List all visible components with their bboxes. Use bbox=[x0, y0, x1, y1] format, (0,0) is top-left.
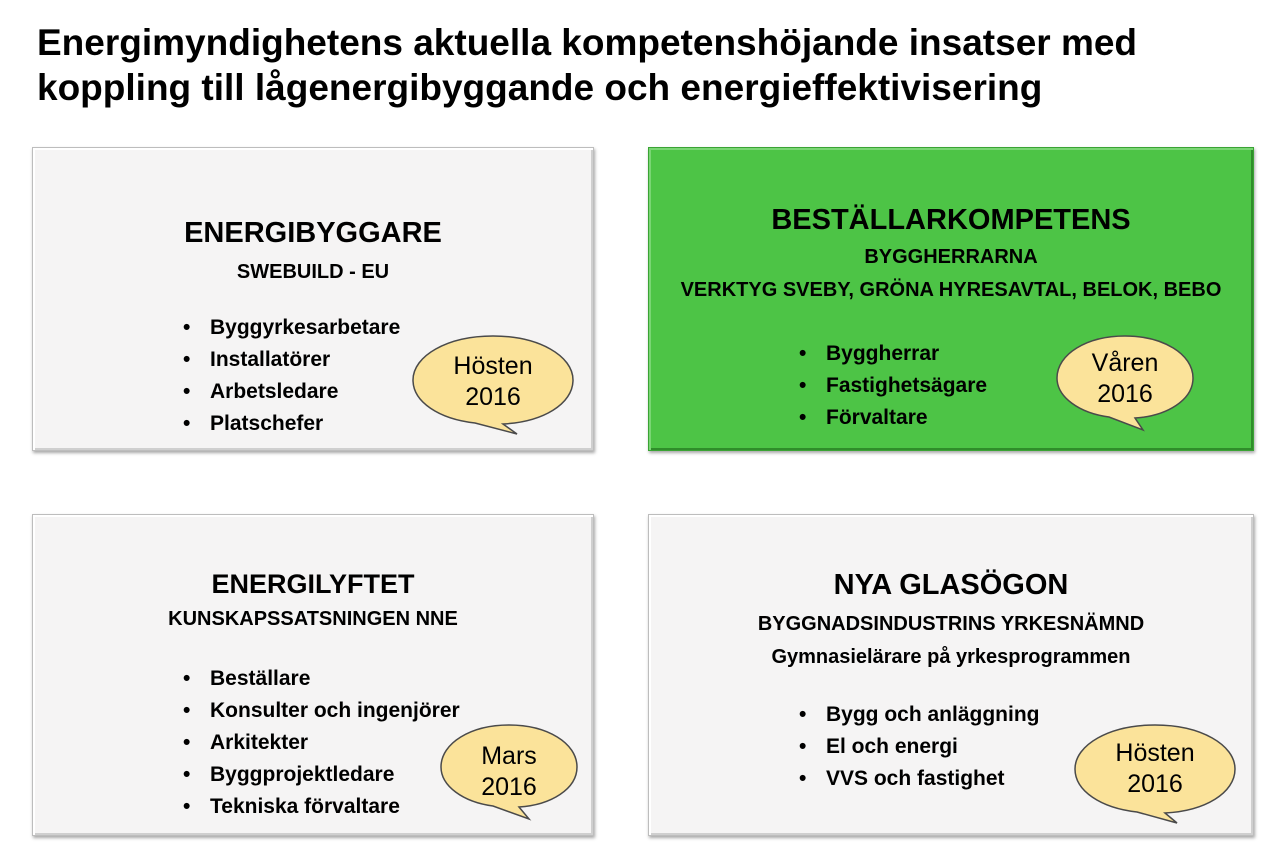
box-title: NYA GLASÖGON bbox=[833, 569, 1069, 601]
box-subtitle: KUNSKAPSSATSNINGEN NNE bbox=[168, 608, 458, 630]
list-item: • Installatörer bbox=[183, 344, 400, 376]
list-item: • Förvaltare bbox=[799, 402, 987, 434]
box-subtitle: BYGGNADSINDUSTRINS YRKESNÄMND bbox=[757, 613, 1145, 635]
box-energilyftet bbox=[32, 514, 594, 836]
box-energibyggare bbox=[32, 147, 594, 451]
bubble-line-2: 2016 bbox=[1097, 380, 1153, 408]
list-item: • Beställare bbox=[183, 663, 460, 695]
list-item: • VVS och fastighet bbox=[799, 763, 1040, 795]
bubble-line-1: Våren bbox=[1091, 349, 1159, 377]
box-subtitle-2: Gymnasielärare på yrkesprogrammen bbox=[771, 646, 1131, 668]
box-nya-glasogon bbox=[648, 514, 1254, 836]
list-item: • Arbetsledare bbox=[183, 376, 400, 408]
bubble-line-2: 2016 bbox=[1127, 770, 1183, 798]
list-item: • Platschefer bbox=[183, 408, 400, 440]
list-item: • El och energi bbox=[799, 731, 1040, 763]
bubble-line-2: 2016 bbox=[465, 383, 521, 411]
box-subtitle: SWEBUILD - EU bbox=[236, 261, 390, 283]
page-title bbox=[37, 20, 1267, 110]
speech-bubble bbox=[1055, 334, 1195, 426]
title-line-1: Energimyndighetens aktuella kompetenshöjande insatser med bbox=[37, 22, 1138, 63]
bubble-line-1: Hösten bbox=[1115, 739, 1195, 767]
target-group-list bbox=[183, 312, 400, 440]
speech-bubble bbox=[1073, 723, 1237, 819]
list-item: • Tekniska förvaltare bbox=[183, 791, 460, 823]
box-title: ENERGIBYGGARE bbox=[184, 217, 442, 249]
box-title: BESTÄLLARKOMPETENS bbox=[771, 204, 1131, 236]
list-item: • Byggprojektledare bbox=[183, 759, 460, 791]
box-subtitle: BYGGHERRARNA bbox=[864, 246, 1038, 268]
target-group-list bbox=[183, 663, 460, 823]
title-line-2: koppling till lågenergibyggande och energieffektivisering bbox=[37, 67, 1043, 108]
list-item: • Konsulter och ingenjörer bbox=[183, 695, 460, 727]
speech-bubble bbox=[411, 334, 575, 430]
bubble-line-1: Hösten bbox=[453, 352, 533, 380]
list-item: • Arkitekter bbox=[183, 727, 460, 759]
box-bestallarkompetens bbox=[648, 147, 1254, 451]
list-item: • Byggyrkesarbetare bbox=[183, 312, 400, 344]
bubble-line-2: 2016 bbox=[481, 773, 537, 801]
box-title: ENERGILYFTET bbox=[211, 569, 415, 599]
box-subtitle-2: VERKTYG SVEBY, GRÖNA HYRESAVTAL, BELOK, BEBO bbox=[680, 279, 1222, 301]
target-group-list bbox=[799, 699, 1040, 795]
list-item: • Byggherrar bbox=[799, 338, 987, 370]
speech-bubble bbox=[439, 723, 579, 815]
list-item: • Bygg och anläggning bbox=[799, 699, 1040, 731]
bubble-line-1: Mars bbox=[481, 742, 537, 770]
list-item: • Fastighetsägare bbox=[799, 370, 987, 402]
target-group-list bbox=[799, 338, 987, 434]
